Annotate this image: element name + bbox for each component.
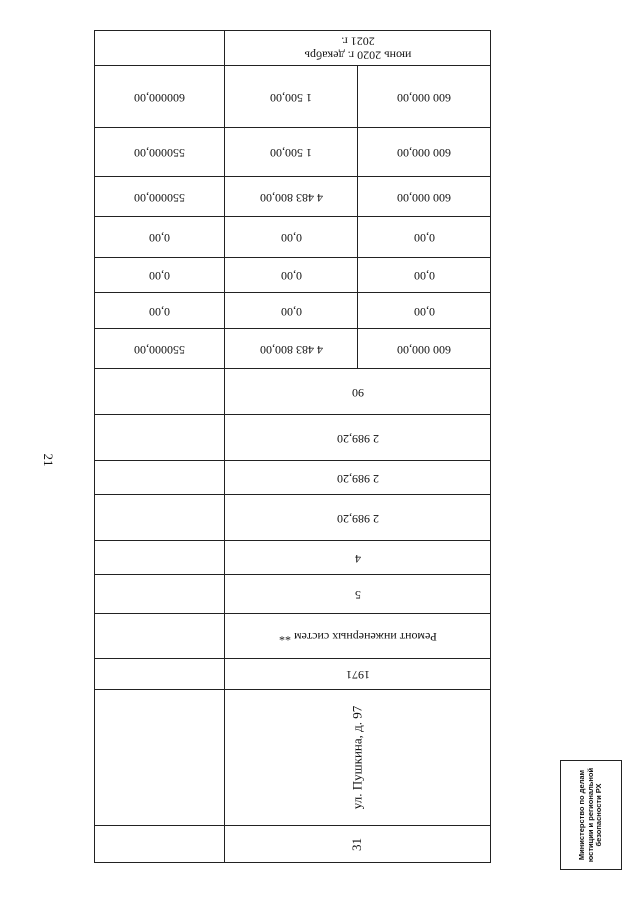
empty-cell <box>95 575 225 614</box>
table-row <box>95 66 491 128</box>
ministry-stamp <box>560 760 622 870</box>
floors-cell: 4 <box>225 541 491 575</box>
amount-cell: 4 483 800,00 <box>225 329 358 369</box>
period-cell: июнь 2020 г. декабрь 2021 г. <box>225 31 491 66</box>
table-row <box>95 415 491 461</box>
amount-cell: 0,00 <box>225 217 358 258</box>
table-row <box>95 690 491 826</box>
entrances-cell: 5 <box>225 575 491 614</box>
table-row <box>95 614 491 659</box>
total-cell: 550000,00 <box>95 177 225 217</box>
table-header-row <box>95 31 491 66</box>
amount-cell: 600 000,00 <box>358 177 491 217</box>
amount-cell: 600 000,00 <box>358 128 491 177</box>
year-cell: 1971 <box>225 659 491 690</box>
amount-cell: 0,00 <box>225 258 358 293</box>
empty-cell <box>95 541 225 575</box>
amount-cell: 600 000,00 <box>358 66 491 128</box>
table-row <box>95 461 491 495</box>
table-row <box>95 128 491 177</box>
address-cell: ул. Пушкина, д. 97 <box>225 690 491 826</box>
empty-cell <box>95 659 225 690</box>
area-cell: 2 989,20 <box>225 495 491 541</box>
table-row <box>95 659 491 690</box>
table-row <box>95 575 491 614</box>
stamp-text: Министерство по делам юстиции и региональной безопасности РХ <box>577 767 604 863</box>
work-type-cell: Ремонт инженерных систем ** <box>225 614 491 659</box>
total-cell: 550000,00 <box>95 329 225 369</box>
amount-cell: 0,00 <box>358 293 491 329</box>
total-cell: 0,00 <box>95 293 225 329</box>
page-number: 21 <box>41 453 56 467</box>
empty-cell <box>95 614 225 659</box>
area-cell: 2 989,20 <box>225 461 491 495</box>
amount-cell: 0,00 <box>225 293 358 329</box>
total-cell: 0,00 <box>95 217 225 258</box>
table-row <box>95 293 491 329</box>
table-row <box>95 369 491 415</box>
value-cell: 90 <box>225 369 491 415</box>
empty-cell <box>95 461 225 495</box>
total-cell: 550000,00 <box>95 128 225 177</box>
total-cell: 0,00 <box>95 258 225 293</box>
empty-cell <box>95 415 225 461</box>
table-row <box>95 329 491 369</box>
amount-cell: 1 500,00 <box>225 128 358 177</box>
empty-cell <box>95 369 225 415</box>
amount-cell: 4 483 800,00 <box>225 177 358 217</box>
amount-cell: 1 500,00 <box>225 66 358 128</box>
table-row <box>95 495 491 541</box>
table-row <box>95 541 491 575</box>
total-cell: 600000,00 <box>95 66 225 128</box>
table-row <box>95 177 491 217</box>
amount-cell: 600 000,00 <box>358 329 491 369</box>
empty-cell <box>95 495 225 541</box>
table-row <box>95 258 491 293</box>
area-cell: 2 989,20 <box>225 415 491 461</box>
empty-cell <box>95 826 225 863</box>
table-row <box>95 217 491 258</box>
registry-table <box>94 30 490 862</box>
empty-cell <box>95 690 225 826</box>
empty-cell <box>95 31 225 66</box>
table-row <box>95 826 491 863</box>
amount-cell: 0,00 <box>358 258 491 293</box>
amount-cell: 0,00 <box>358 217 491 258</box>
row-number-cell: 31 <box>225 826 491 863</box>
